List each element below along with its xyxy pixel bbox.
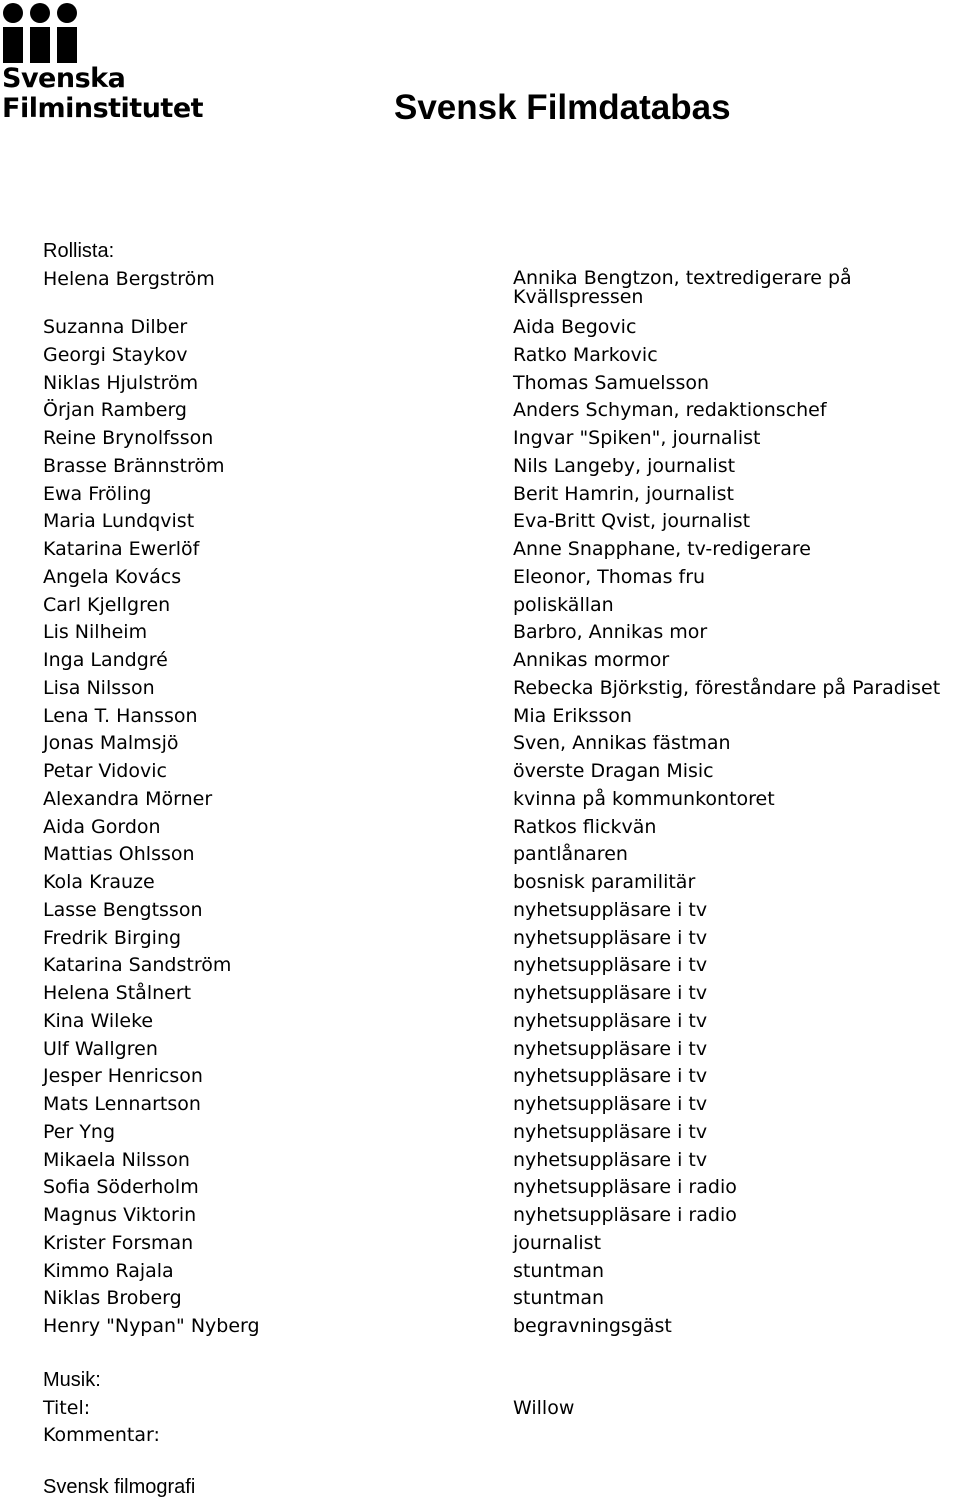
cast-row [43,951,960,979]
cast-actor: Krister Forsman [43,1231,194,1254]
cast-role: Aida Begovic [513,316,637,338]
cast-actor: Henry "Nypan" Nyberg [43,1315,260,1337]
cast-actor: Georgi Staykov [43,343,188,366]
cast-actor: Helena Bergström [43,268,215,290]
cast-actor: Örjan Ramberg [43,399,187,422]
logo-block [30,27,50,63]
logo-dot [57,3,77,23]
cast-row [43,646,960,674]
cast-role: stuntman [513,1259,605,1282]
cast-row [43,563,960,591]
cast-role: nyhetsuppläsare i radio [513,1176,737,1199]
cast-actor: Suzanna Dilber [43,316,188,338]
cast-role: Thomas Samuelsson [513,371,710,394]
cast-row [43,1118,960,1146]
cast-role: nyhetsuppläsare i radio [513,1204,737,1226]
cast-row [43,674,960,702]
cast-row [43,979,960,1007]
cast-row [43,813,960,841]
cast-actor: Kina Wileke [43,1009,154,1032]
logo-block [57,27,77,63]
cast-row [43,618,960,646]
cast-row [43,702,960,730]
cast-actor: Katarina Sandström [43,954,232,977]
cast-actor: Helena Stålnert [43,982,192,1004]
cast-row [43,896,960,924]
cast-row [43,369,960,397]
cast-actor: Niklas Hjulström [43,371,199,394]
cast-row [43,757,960,785]
cast-role: Rebecka Björkstig, föreståndare på Paradiset [513,676,941,699]
cast-actor: Lasse Bengtsson [43,898,203,921]
music-comment-value [513,1421,960,1425]
cast-actor: Alexandra Mörner [43,787,213,810]
cast-actor: Magnus Viktorin [43,1204,197,1226]
cast-role: Eleonor, Thomas fru [513,565,706,588]
music-heading: Musik: [43,1369,101,1391]
cast-actor: Lisa Nilsson [43,676,155,699]
cast-role: journalist [513,1231,602,1254]
page-title: Svensk Filmdatabas [394,88,731,127]
cast-row [43,1201,960,1229]
cast-actor: Inga Landgré [43,649,168,671]
cast-actor: Mattias Ohlsson [43,843,195,866]
svenska-filminstitutet-logo [0,0,210,130]
cast-heading: Rollista: [43,240,115,262]
cast-actor: Mikaela Nilsson [43,1148,190,1171]
cast-role: nyhetsuppläsare i tv [513,898,708,921]
cast-role: Mia Eriksson [513,704,632,727]
cast-actor: Sofia Söderholm [43,1176,199,1199]
logo-text-line2: Filminstitutet [2,93,204,124]
cast-actor: Reine Brynolfsson [43,427,214,449]
cast-role: nyhetsuppläsare i tv [513,982,708,1004]
cast-row [43,924,960,952]
cast-row [43,396,960,424]
cast-role: pantlånaren [513,843,628,866]
cast-actor: Brasse Brännström [43,454,225,477]
cast-role: kvinna på kommunkontoret [513,787,775,810]
cast-actor: Ulf Wallgren [43,1037,158,1060]
cast-actor: Maria Lundqvist [43,510,195,533]
filmography-heading: Svensk filmografi [43,1476,196,1498]
cast-actor: Aida Gordon [43,815,161,838]
cast-role: Ingvar "Spiken", journalist [513,427,761,449]
cast-row [43,452,960,480]
cast-actor: Jonas Malmsjö [43,732,179,755]
cast-role: nyhetsuppläsare i tv [513,1009,708,1032]
cast-row [43,1229,960,1257]
cast-role: överste Dragan Misic [513,760,714,782]
cast-role: Nils Langeby, journalist [513,454,736,477]
logo-dot [3,3,23,23]
cast-row [43,729,960,757]
cast-row [43,1312,960,1340]
cast-role: nyhetsuppläsare i tv [513,954,708,977]
cast-actor: Angela Kovács [43,565,182,588]
cast-actor: Kola Krauze [43,871,155,893]
cast-actor: Per Yng [43,1120,116,1143]
cast-role: begravningsgäst [513,1315,672,1337]
cast-row [43,424,960,452]
cast-role: Annika Bengtzon, textredigerare på Kvällspressen [513,267,852,308]
logo-block [3,27,23,63]
cast-role: Sven, Annikas fästman [513,732,731,755]
cast-role: Ratkos flickvän [513,815,657,838]
cast-row [43,480,960,508]
cast-row [43,785,960,813]
cast-row [43,313,960,341]
cast-role: nyhetsuppläsare i tv [513,1037,708,1060]
cast-actor: Ewa Fröling [43,482,152,505]
cast-role: Barbro, Annikas mor [513,621,708,644]
cast-role: Annikas mormor [513,649,670,671]
cast-role: nyhetsuppläsare i tv [513,1148,708,1171]
cast-role: nyhetsuppläsare i tv [513,1120,708,1143]
cast-row [43,535,960,563]
cast-row [43,1062,960,1090]
cast-row [43,1146,960,1174]
logo-text-line1: Svenska [2,63,126,94]
cast-role: Anne Snapphane, tv-redigerare [513,538,811,560]
cast-actor: Carl Kjellgren [43,593,171,616]
cast-list [43,265,960,1340]
cast-row [43,840,960,868]
cast-role: nyhetsuppläsare i tv [513,1093,708,1115]
cast-row [43,265,960,313]
cast-row [43,1007,960,1035]
cast-actor: Niklas Broberg [43,1287,182,1310]
cast-role: nyhetsuppläsare i tv [513,1065,708,1088]
cast-row [43,1035,960,1063]
cast-role: nyhetsuppläsare i tv [513,926,708,949]
cast-actor: Kimmo Rajala [43,1259,174,1282]
cast-row [43,1284,960,1312]
music-section [43,1366,960,1449]
cast-actor: Lena T. Hansson [43,704,198,727]
cast-row [43,1173,960,1201]
cast-actor: Fredrik Birging [43,926,182,949]
cast-row [43,1257,960,1285]
cast-role: Anders Schyman, redaktionschef [513,399,827,422]
cast-role: bosnisk paramilitär [513,871,696,893]
cast-actor: Katarina Ewerlöf [43,538,200,560]
logo-dot [30,3,50,23]
cast-actor: Petar Vidovic [43,760,167,782]
cast-actor: Mats Lennartson [43,1093,201,1115]
logo-mark [3,3,79,63]
cast-role: stuntman [513,1287,605,1310]
cast-actor: Lis Nilheim [43,621,148,644]
cast-row [43,507,960,535]
music-title-label: Titel: [43,1396,91,1419]
cast-row [43,591,960,619]
cast-row [43,1090,960,1118]
cast-row [43,341,960,369]
cast-role: poliskällan [513,593,614,616]
music-title-value: Willow [513,1396,575,1419]
music-comment-label: Kommentar: [43,1424,160,1447]
cast-role: Berit Hamrin, journalist [513,482,734,505]
cast-row [43,868,960,896]
cast-actor: Jesper Henricson [43,1065,203,1088]
cast-role: Eva-Britt Qvist, journalist [513,510,751,533]
cast-role: Ratko Markovic [513,343,658,366]
